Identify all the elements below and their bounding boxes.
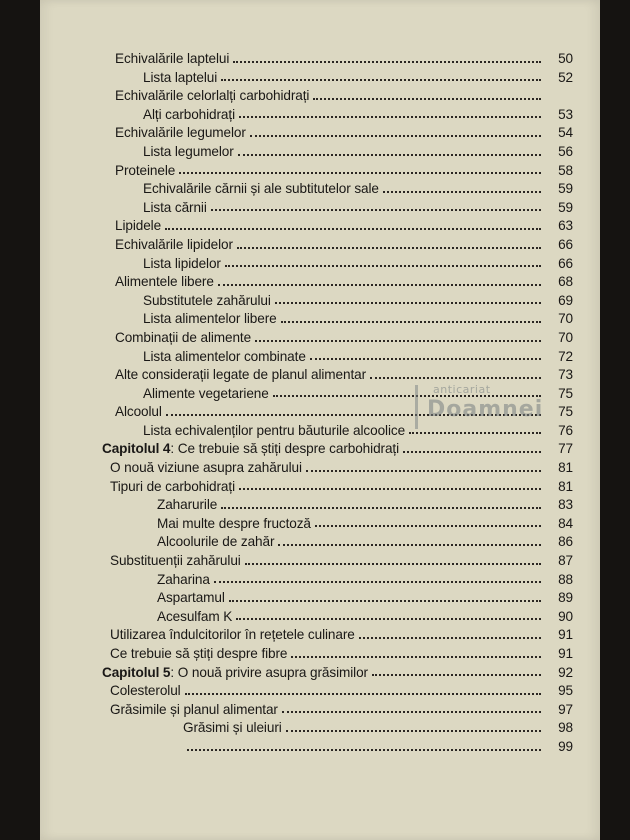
toc-entry-text: Lipidele [115, 218, 162, 234]
toc-entry-label [157, 610, 234, 624]
toc-page-number: 59 [558, 181, 573, 197]
dot-leader [310, 358, 541, 360]
toc-page-number: 99 [558, 738, 573, 754]
toc-entry-row [40, 735, 600, 754]
toc-entry-text: Alcoolurile de zahăr [157, 534, 275, 550]
toc-entry-row [40, 623, 600, 642]
toc-entry-row [40, 493, 600, 512]
dot-leader [278, 544, 541, 546]
toc-entry-label [183, 721, 284, 735]
toc-entry-row [40, 530, 600, 549]
toc-entry-label [143, 257, 223, 271]
dot-leader [306, 470, 541, 472]
dot-leader [221, 79, 541, 81]
dot-leader [313, 98, 541, 100]
dot-leader [237, 247, 541, 249]
toc-entry-label [143, 294, 273, 308]
watermark-big-text: Doamnei [427, 397, 544, 422]
toc-entry-label [143, 312, 279, 326]
dot-leader [315, 525, 541, 527]
dot-leader [250, 135, 541, 137]
toc-entry-text: Alte considerații legate de planul alimentar [115, 367, 367, 383]
toc-page-number: 91 [558, 646, 573, 661]
toc-entry-row [40, 252, 600, 271]
dot-leader [255, 340, 541, 342]
dot-leader [211, 209, 541, 211]
toc-entry-label [143, 387, 271, 401]
toc-chapter-row [40, 661, 600, 680]
toc-entry-row [40, 549, 600, 568]
toc-entry-label [143, 108, 237, 122]
dot-leader [233, 61, 541, 63]
toc-entry-label [115, 238, 235, 252]
toc-entry-text: Grăsimi și uleiuri [183, 720, 282, 736]
toc-entry-label [110, 647, 289, 661]
toc-entry-label [143, 145, 236, 159]
dot-leader [383, 191, 541, 193]
toc-entry-row [40, 568, 600, 587]
toc-entry-row [40, 140, 600, 159]
toc-page-number: 81 [558, 460, 573, 476]
toc-page-number: 66 [558, 255, 573, 271]
dot-leader [179, 172, 541, 174]
toc-entry-row [40, 679, 600, 698]
toc-entry-label [157, 535, 276, 549]
toc-entry-row [40, 159, 600, 178]
dot-leader [187, 749, 541, 751]
toc-entry-text: Substitutele zahărului [143, 292, 271, 308]
toc-entry-label [115, 89, 311, 103]
toc-entry-label [110, 684, 183, 698]
toc-page-number: 70 [558, 329, 573, 345]
toc-chapter-row [40, 437, 600, 456]
toc-entry-label [143, 424, 407, 438]
toc-entry-label [115, 275, 216, 289]
dot-leader [281, 321, 541, 323]
chapter-number: Capitolul 4 [102, 441, 171, 457]
toc-page-number: 58 [558, 162, 573, 178]
toc-entry-row [40, 456, 600, 475]
toc-entry-row [40, 363, 600, 382]
toc-entry-label [115, 126, 248, 140]
toc-page-number: 88 [558, 571, 573, 587]
toc-entry-row [40, 307, 600, 326]
toc-page-number: 50 [558, 51, 573, 66]
toc-entry-label [110, 554, 243, 568]
toc-entry-label [110, 703, 280, 717]
toc-page-number: 59 [558, 199, 573, 215]
toc-entry-label [102, 442, 401, 456]
toc-page-number: 54 [558, 125, 573, 141]
toc-entry-text: Echivalările lipidelor [115, 236, 233, 252]
toc-page-number: 73 [558, 367, 573, 383]
toc-entry-row [40, 345, 600, 364]
toc-entry-row [40, 326, 600, 345]
toc-page-number: 70 [558, 311, 573, 327]
dot-leader [185, 693, 541, 695]
dot-leader [409, 432, 541, 434]
toc-page-number: 91 [558, 627, 573, 643]
toc-entry-label [157, 573, 212, 587]
toc-page-number: 69 [558, 292, 573, 308]
toc-entry-text: Acesulfam K [157, 608, 233, 624]
book-page [40, 0, 600, 840]
toc-entry-text: Echivalările laptelui [115, 51, 230, 66]
dot-leader [239, 116, 541, 118]
toc-page-number: 72 [558, 348, 573, 364]
toc-entry-row [40, 270, 600, 289]
dot-leader [236, 618, 541, 620]
toc-page-number: 68 [558, 274, 573, 290]
toc-page-number: 95 [558, 683, 573, 699]
toc-entry-text: : O nouă privire asupra grăsimilor [170, 664, 368, 680]
toc-entry-label [115, 331, 253, 345]
toc-page-number: 63 [558, 218, 573, 234]
toc-entry-text: Echivalările cărnii și ale subtitutelor sale [143, 181, 379, 197]
toc-entry-label [157, 517, 313, 531]
toc-entry-row [40, 475, 600, 494]
toc-entry-text: Grăsimile și planul alimentar [110, 701, 278, 717]
dot-leader [165, 228, 541, 230]
dot-leader [225, 265, 541, 267]
toc-entry-text: Echivalările legumelor [115, 125, 246, 141]
toc-page-number: 75 [558, 404, 573, 420]
toc-entry-row [40, 586, 600, 605]
toc-page-number: 83 [558, 497, 573, 513]
toc-entry-row [40, 66, 600, 85]
toc-entry-row [40, 177, 600, 196]
dot-leader [282, 711, 541, 713]
toc-entry-label [102, 666, 370, 680]
toc-entry-text: O nouă viziune asupra zahărului [110, 460, 302, 476]
toc-page-number: 87 [558, 553, 573, 569]
toc-entry-text: Alimentele libere [115, 274, 214, 290]
toc-entry-text: Tipuri de carbohidrați [110, 478, 235, 494]
toc-entry-row [40, 642, 600, 661]
toc-entry-row [40, 716, 600, 735]
dot-leader [372, 674, 541, 676]
dot-leader [403, 451, 541, 453]
toc-page-number: 53 [558, 106, 573, 122]
toc-page-number: 52 [558, 69, 573, 85]
toc-entry-text: Zaharurile [157, 497, 218, 513]
toc-entry-text: Lista alimentelor libere [143, 311, 277, 327]
toc-page-number: 86 [558, 534, 573, 550]
toc-entry-text: Lista alimentelor combinate [143, 348, 306, 364]
dot-leader [370, 377, 541, 379]
toc-page-number: 75 [558, 385, 573, 401]
toc-entry-label [157, 591, 227, 605]
toc-page-number: 66 [558, 236, 573, 252]
toc-entry-text: Lista legumelor [143, 143, 234, 159]
toc-page-number: 98 [558, 720, 573, 736]
dot-leader [291, 656, 541, 658]
dot-leader [229, 600, 541, 602]
toc-page-number: 97 [558, 701, 573, 717]
toc-entry-text: Lista lipidelor [143, 255, 221, 271]
toc-page-number: 56 [558, 143, 573, 159]
toc-entry-row [40, 382, 600, 401]
toc-entry-text: Lista laptelui [143, 69, 218, 85]
dot-leader [273, 395, 541, 397]
toc-page-number: 90 [558, 608, 573, 624]
toc-entry-text: Proteinele [115, 162, 176, 178]
dot-leader [166, 414, 541, 416]
toc-entry-label [110, 628, 357, 642]
toc-entry-text: Ce trebuie să știți despre fibre [110, 646, 288, 661]
toc-entry-row [40, 400, 600, 419]
toc-entry-label [110, 461, 304, 475]
toc-entry-text: Lista cărnii [143, 199, 207, 215]
dot-leader [238, 154, 541, 156]
table-of-contents [40, 47, 600, 754]
toc-entry-label [115, 52, 231, 66]
toc-entry-text: Colesterolul [110, 683, 181, 699]
dot-leader [286, 730, 541, 732]
toc-page-number: 81 [558, 478, 573, 494]
toc-page-number: 77 [558, 441, 573, 457]
toc-entry-text: Utilizarea îndulcitorilor în rețetele culinare [110, 627, 355, 643]
toc-entry-text: Combinații de alimente [115, 329, 252, 345]
toc-entry-row [40, 103, 600, 122]
toc-page-number: 92 [558, 664, 573, 680]
toc-entry-label [115, 368, 368, 382]
toc-entry-text: Lista echivalenților pentru băuturile alcoolice [143, 422, 406, 438]
toc-page-number: 76 [558, 422, 573, 438]
toc-entry-label [115, 405, 164, 419]
toc-entry-label [115, 219, 163, 233]
toc-entry-label [143, 182, 381, 196]
toc-entry-row [40, 419, 600, 438]
dot-leader [218, 284, 541, 286]
dot-leader [275, 302, 541, 304]
toc-entry-row [40, 84, 600, 103]
toc-entry-row [40, 698, 600, 717]
toc-entry-label [143, 71, 219, 85]
toc-entry-row [40, 605, 600, 624]
toc-entry-text: Echivalările celorlalți carbohidrați [115, 88, 310, 104]
toc-entry-text: : Ce trebuie să știți despre carbohidrați [170, 441, 400, 457]
toc-entry-label [110, 480, 237, 494]
toc-entry-label [143, 350, 308, 364]
toc-entry-text: Zaharina [157, 571, 210, 587]
watermark-small-text: anticariat [433, 383, 491, 396]
toc-entry-label [115, 164, 177, 178]
chapter-number: Capitolul 5 [102, 664, 171, 680]
toc-entry-label [143, 201, 209, 215]
toc-entry-row [40, 512, 600, 531]
toc-entry-row [40, 121, 600, 140]
toc-entry-text: Alimente vegetariene [143, 385, 269, 401]
dot-leader [359, 637, 541, 639]
toc-page-number: 89 [558, 590, 573, 606]
dot-leader [214, 581, 541, 583]
toc-page-number: 84 [558, 515, 573, 531]
dot-leader [221, 507, 541, 509]
toc-entry-row [40, 214, 600, 233]
dot-leader [245, 563, 541, 565]
toc-entry-text: Mai multe despre fructoză [157, 515, 311, 531]
toc-entry-row [40, 233, 600, 252]
toc-entry-row [40, 289, 600, 308]
toc-entry-text: Substituenții zahărului [110, 553, 241, 569]
toc-entry-text: Alcoolul [115, 404, 162, 420]
toc-entry-text: Alți carbohidrați [143, 106, 235, 122]
dot-leader [239, 488, 541, 490]
toc-entry-row [40, 47, 600, 66]
toc-entry-text: Aspartamul [157, 590, 225, 606]
toc-entry-label [157, 498, 219, 512]
toc-entry-row [40, 196, 600, 215]
